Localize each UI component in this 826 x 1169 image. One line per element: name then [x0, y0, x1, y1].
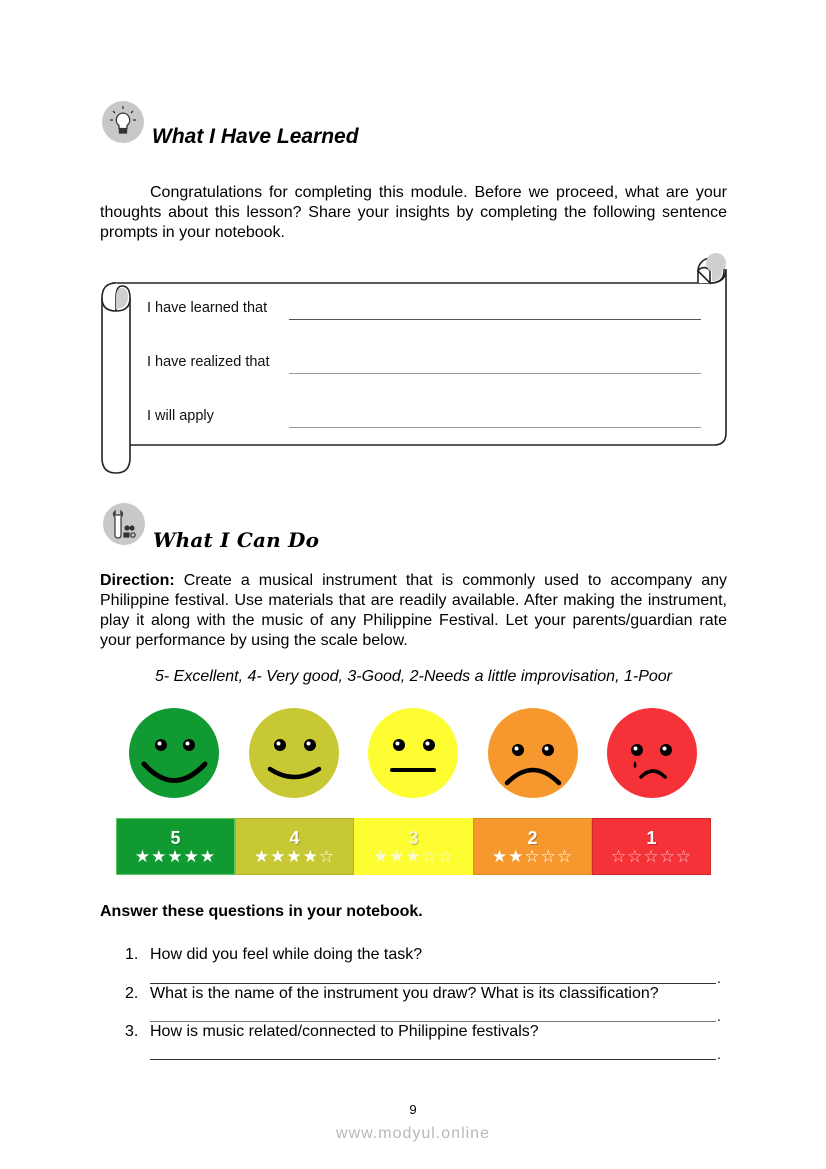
prompt-learned-line — [289, 319, 701, 320]
question-3: 3. How is music related/connected to Philippine festivals? — [125, 1023, 539, 1040]
face-good-icon — [367, 707, 459, 799]
answer-line-1 — [150, 983, 716, 984]
face-excellent-icon — [128, 707, 220, 799]
question-2: 2. What is the name of the instrument you draw? What is its classification? — [125, 985, 659, 1002]
stars-icon: ★★☆☆☆ — [491, 846, 574, 866]
intro-paragraph: Congratulations for completing this module. Before we proceed, what are your thoughts about this lesson? Share your insights by completing the following sentence prompts in your notebook. — [100, 184, 727, 241]
rating-5-cell: 5 ★★★★★ — [116, 818, 235, 875]
rating-1-cell: 1 ☆☆☆☆☆ — [592, 818, 711, 875]
direction-paragraph — [100, 571, 727, 651]
watermark: www.modyul.online — [336, 1125, 490, 1142]
stars-icon: ★★★☆☆ — [372, 846, 455, 866]
direction-label: Direction: — [100, 572, 175, 589]
prompt-apply-label: I will apply — [147, 408, 214, 424]
rating-scale-bar — [116, 818, 711, 875]
direction-text: Create a musical instrument that is commonly used to accompany any Philippine festival. Use materials that are readily available. After making the instrument, play it along with the music of any Philippine Festival. Let your parents/guardian rate your performance by using the scale below. — [100, 572, 727, 649]
face-poor-icon — [606, 707, 698, 799]
stars-icon: ★★★★★ — [134, 846, 217, 866]
rating-2-cell: 2 ★★☆☆☆ — [473, 818, 592, 875]
prompt-apply-line — [289, 427, 701, 428]
answer-line-3 — [150, 1059, 716, 1060]
question-1: 1. How did you feel while doing the task? — [125, 946, 423, 963]
prompt-realized-line — [289, 373, 701, 374]
face-very-good-icon — [248, 707, 340, 799]
stars-icon: ★★★★☆ — [253, 846, 336, 866]
questions-heading: Answer these questions in your notebook. — [100, 903, 423, 920]
rating-4-cell: 4 ★★★★☆ — [235, 818, 354, 875]
face-needs-improvement-icon — [487, 707, 579, 799]
tools-icon — [103, 503, 145, 545]
page-number: 9 — [409, 1102, 417, 1117]
stars-icon: ☆☆☆☆☆ — [610, 846, 693, 866]
rating-scale-caption: 5- Excellent, 4- Very good, 3-Good, 2-Needs a little improvisation, 1-Poor — [155, 668, 672, 685]
prompt-realized-label: I have realized that — [147, 354, 270, 370]
section-title-can-do: What I Can Do — [153, 528, 320, 552]
section-title-learned: What I Have Learned — [152, 125, 359, 148]
lightbulb-icon — [102, 101, 144, 143]
prompt-learned-label: I have learned that — [147, 300, 268, 316]
rating-3-cell: 3 ★★★☆☆ — [354, 818, 473, 875]
answer-line-2 — [150, 1021, 716, 1022]
